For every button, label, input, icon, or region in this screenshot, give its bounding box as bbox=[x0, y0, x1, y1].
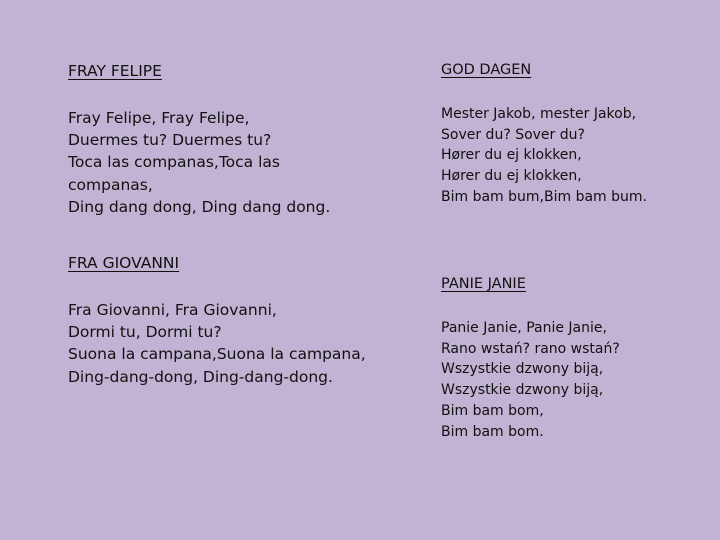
lyrics-panie-janie bbox=[441, 318, 620, 442]
lyric-line: Suona la campana,Suona la campana, bbox=[68, 345, 366, 364]
song-title-fra-giovanni: FRA GIOVANNI bbox=[68, 254, 180, 272]
lyrics-fra-giovanni bbox=[68, 299, 366, 388]
lyric-line: Ding-dang-dong, Ding-dang-dong. bbox=[68, 367, 333, 386]
lyric-line: Bim bam bom, bbox=[441, 402, 544, 419]
song-title-god-dagen: GOD DAGEN bbox=[441, 62, 532, 78]
lyric-line: Dormi tu, Dormi tu? bbox=[68, 323, 222, 342]
lyric-line: Panie Janie, Panie Janie, bbox=[441, 320, 607, 336]
lyric-line: Duermes tu? Duermes tu? bbox=[68, 131, 272, 150]
lyric-line: Wszystkie dzwony biją, bbox=[441, 361, 604, 378]
lyric-line: Bim bam bum,Bim bam bum. bbox=[441, 188, 647, 205]
lyric-line: Sover du? Sover du? bbox=[441, 126, 585, 143]
lyric-line: Wszystkie dzwony biją, bbox=[441, 382, 604, 399]
song-title-fray-felipe: FRAY FELIPE bbox=[68, 62, 162, 80]
lyrics-god-dagen bbox=[441, 104, 647, 208]
lyric-line: Ding dang dong, Ding dang dong. bbox=[68, 197, 331, 216]
lyric-line: Hører du ej klokken, bbox=[441, 147, 582, 164]
lyric-line: Rano wstań? rano wstań? bbox=[441, 340, 620, 357]
lyric-line: Fra Giovanni, Fra Giovanni, bbox=[68, 301, 277, 319]
song-title-panie-janie: PANIE JANIE bbox=[441, 276, 526, 292]
lyric-line: companas, bbox=[68, 175, 153, 194]
lyric-line: Toca las companas,Toca las bbox=[68, 153, 280, 172]
lyrics-fray-felipe bbox=[68, 107, 330, 218]
lyric-line: Bim bam bom. bbox=[441, 423, 544, 440]
lyric-line: Fray Felipe, Fray Felipe, bbox=[68, 109, 250, 127]
lyric-line: Mester Jakob, mester Jakob, bbox=[441, 106, 637, 122]
lyric-line: Hører du ej klokken, bbox=[441, 168, 582, 185]
